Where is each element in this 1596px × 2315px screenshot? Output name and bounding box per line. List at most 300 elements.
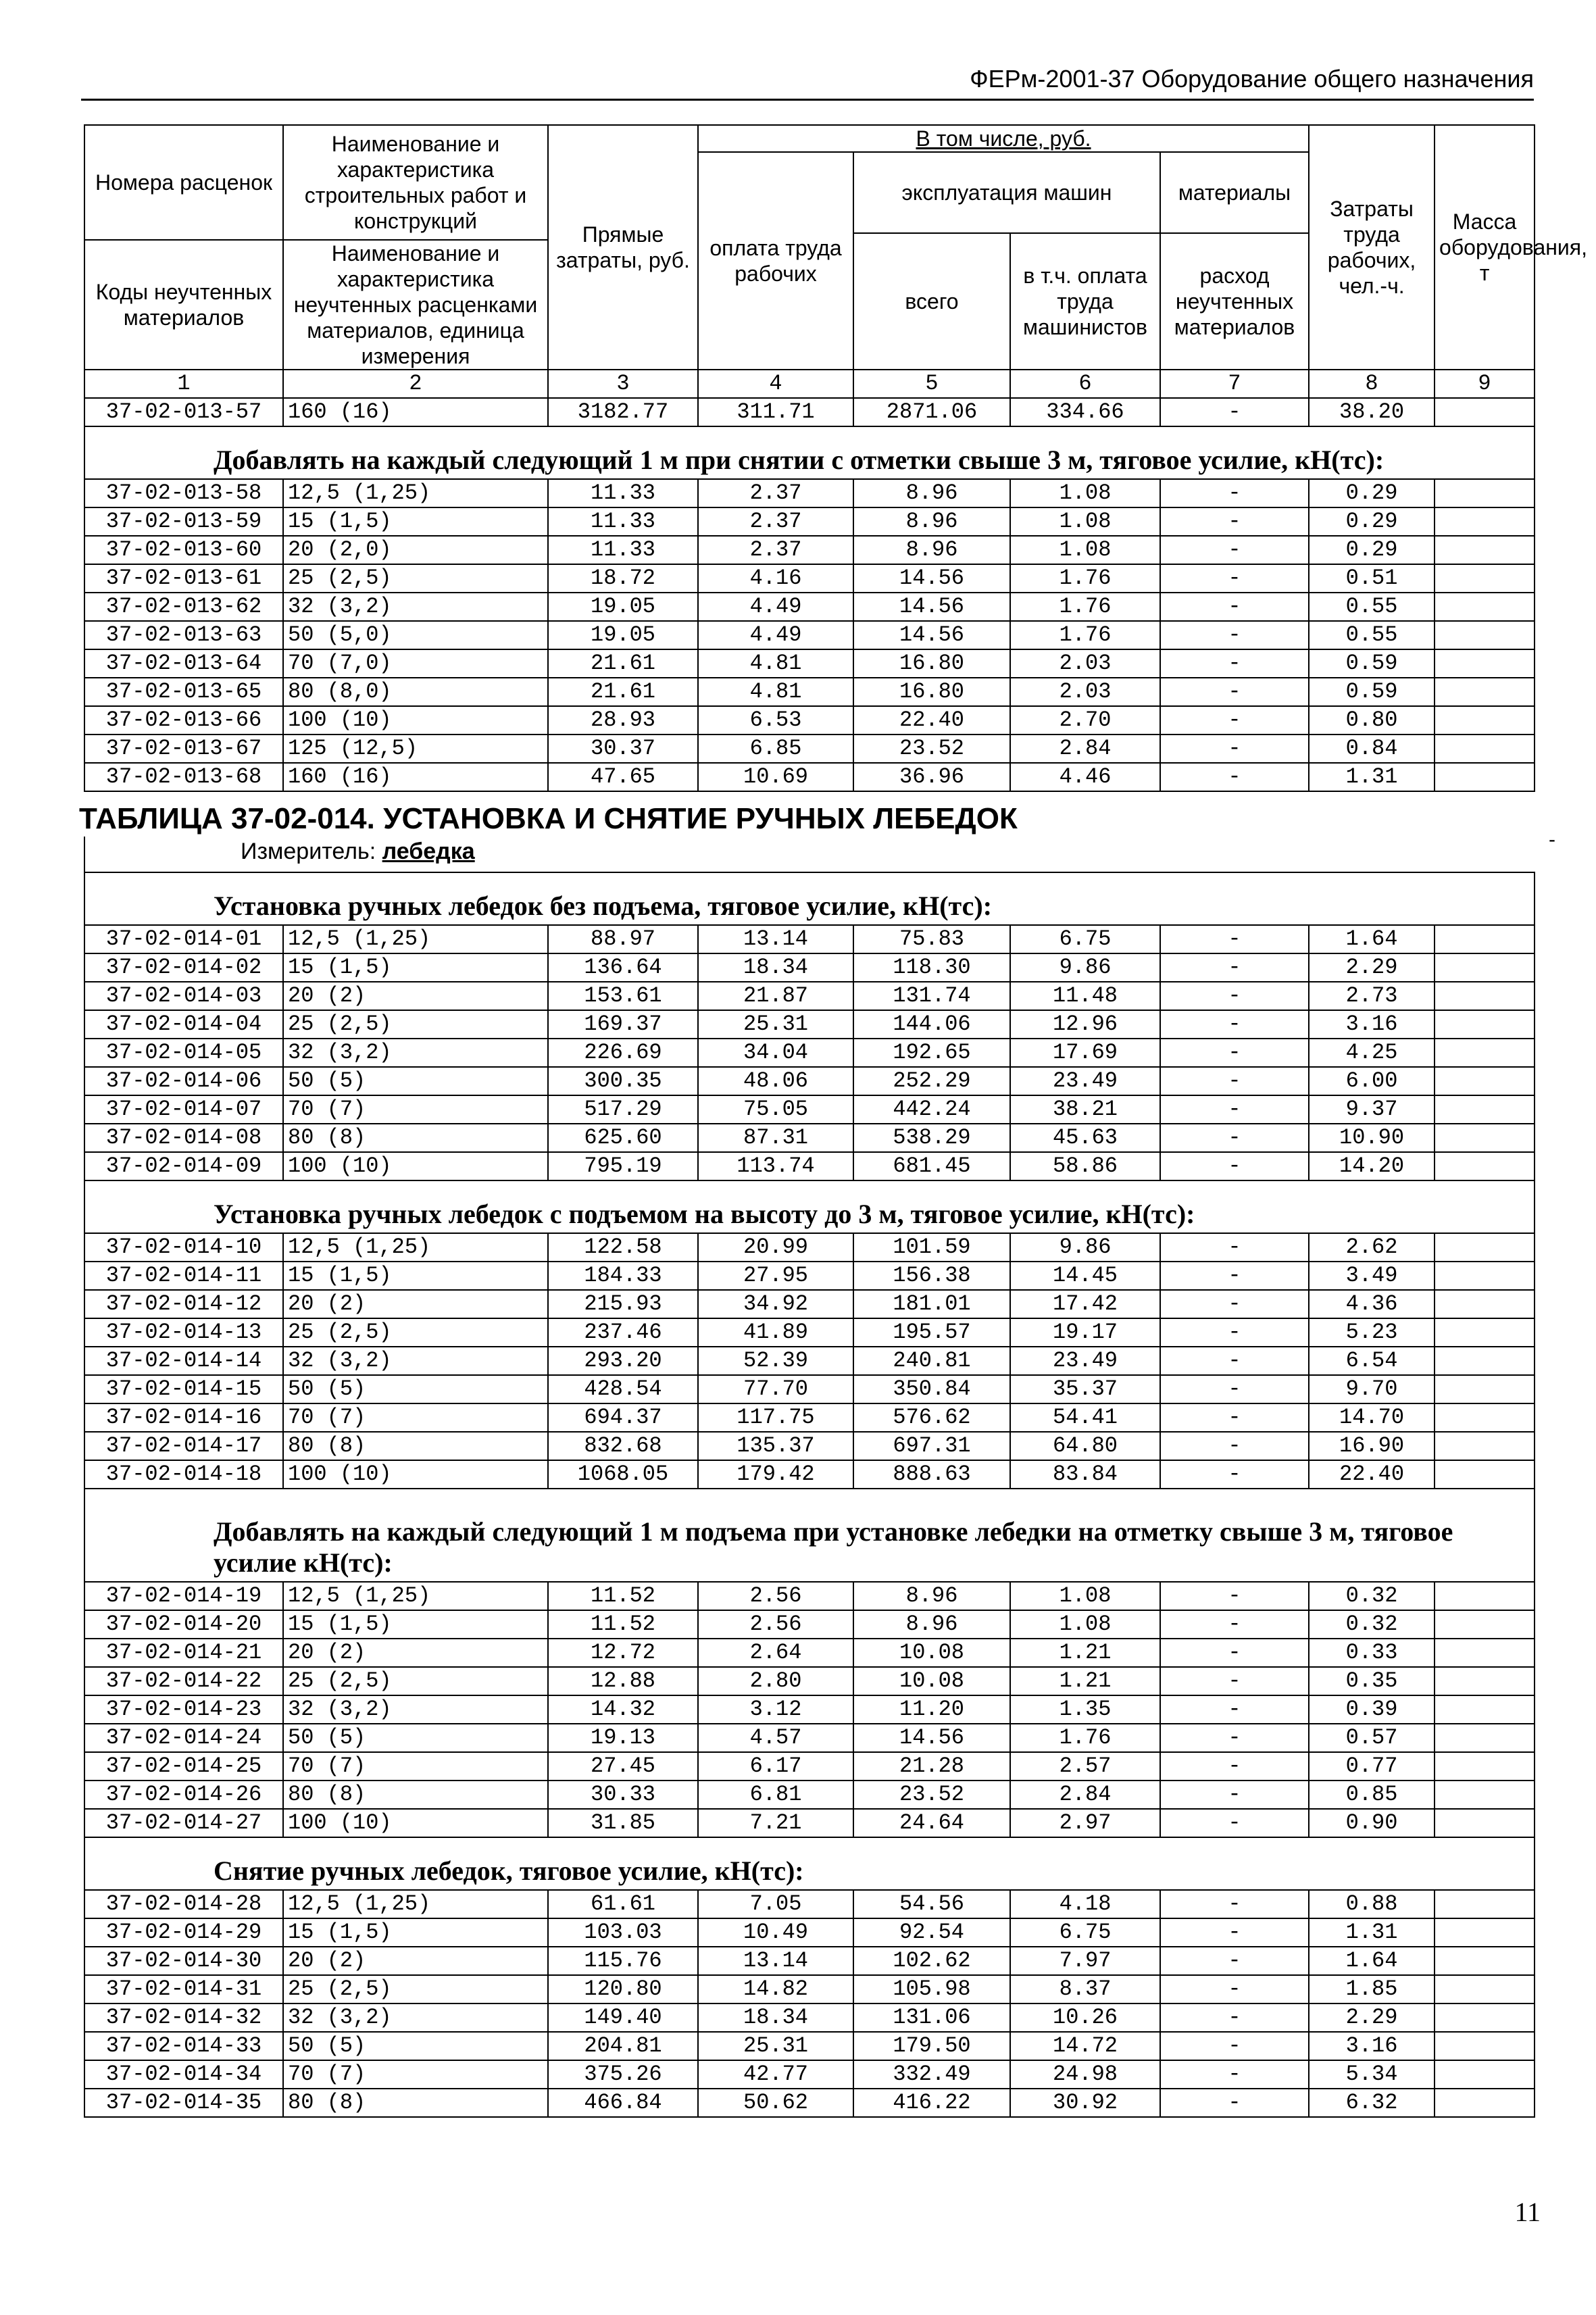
value-cell: 30.33 xyxy=(548,1781,698,1809)
value-cell: 13.14 xyxy=(698,1947,853,1975)
value-cell: 350.84 xyxy=(853,1375,1010,1403)
value-cell: 38.21 xyxy=(1010,1095,1160,1124)
table-header xyxy=(84,125,1587,398)
value-cell: 2.37 xyxy=(698,479,853,507)
value-cell: 0.80 xyxy=(1309,706,1435,735)
rate-code-cell: 37-02-014-03 xyxy=(84,982,283,1010)
value-cell xyxy=(1435,1752,1535,1781)
header-direct-costs: Прямые затраты, руб. xyxy=(548,125,698,370)
value-cell: 0.59 xyxy=(1309,678,1435,706)
value-cell: 21.28 xyxy=(853,1752,1010,1781)
table-row xyxy=(84,763,1535,791)
column-number: 3 xyxy=(548,370,698,398)
value-cell: 4.25 xyxy=(1309,1039,1435,1067)
value-cell: 795.19 xyxy=(548,1152,698,1180)
value-cell: 428.54 xyxy=(548,1375,698,1403)
value-cell: 30.37 xyxy=(548,735,698,763)
rate-name-cell: 15 (1,5) xyxy=(283,1610,548,1639)
table-row xyxy=(84,2003,1535,2032)
rate-code-cell: 37-02-014-20 xyxy=(84,1610,283,1639)
value-cell xyxy=(1435,507,1535,536)
rate-name-cell: 32 (3,2) xyxy=(283,2003,548,2032)
table-row xyxy=(84,2089,1535,2117)
section-title-row xyxy=(84,1837,1535,1890)
value-cell: - xyxy=(1160,1403,1309,1432)
value-cell: 6.81 xyxy=(698,1781,853,1809)
value-cell: 2.37 xyxy=(698,536,853,564)
header-machine-operation: эксплуатация машин xyxy=(853,152,1160,233)
table-row xyxy=(84,925,1535,953)
value-cell: - xyxy=(1160,1752,1309,1781)
value-cell: 4.57 xyxy=(698,1724,853,1752)
table-row xyxy=(84,479,1535,507)
value-cell: 11.33 xyxy=(548,507,698,536)
value-cell: 8.96 xyxy=(853,1582,1010,1610)
rate-name-cell: 12,5 (1,25) xyxy=(283,479,548,507)
value-cell: 2.97 xyxy=(1010,1809,1160,1837)
value-cell: 694.37 xyxy=(548,1403,698,1432)
value-cell: 34.04 xyxy=(698,1039,853,1067)
value-cell: 11.52 xyxy=(548,1610,698,1639)
rate-name-cell: 25 (2,5) xyxy=(283,1010,548,1039)
rate-name-cell: 160 (16) xyxy=(283,763,548,791)
rate-code-cell: 37-02-014-17 xyxy=(84,1432,283,1460)
value-cell: 18.72 xyxy=(548,564,698,593)
value-cell xyxy=(1435,1152,1535,1180)
value-cell: - xyxy=(1160,678,1309,706)
section-title: Установка ручных лебедок без подъема, тяговое усилие, кН(тс): xyxy=(84,872,1535,925)
value-cell: 12.88 xyxy=(548,1667,698,1695)
value-cell: 2.70 xyxy=(1010,706,1160,735)
table-row xyxy=(84,1918,1535,1947)
value-cell: - xyxy=(1160,1667,1309,1695)
value-cell: 38.20 xyxy=(1309,398,1435,426)
value-cell: 6.54 xyxy=(1309,1347,1435,1375)
section-title-row xyxy=(84,1489,1535,1582)
rate-code-cell: 37-02-014-06 xyxy=(84,1067,283,1095)
value-cell: 179.42 xyxy=(698,1460,853,1489)
value-cell: 0.84 xyxy=(1309,735,1435,763)
value-cell: 52.39 xyxy=(698,1347,853,1375)
value-cell: 135.37 xyxy=(698,1432,853,1460)
value-cell: 21.61 xyxy=(548,649,698,678)
value-cell: 122.58 xyxy=(548,1233,698,1262)
value-cell: - xyxy=(1160,1639,1309,1667)
value-cell xyxy=(1435,2060,1535,2089)
value-cell: 576.62 xyxy=(853,1403,1010,1432)
rate-name-cell: 32 (3,2) xyxy=(283,1695,548,1724)
value-cell xyxy=(1435,2089,1535,2117)
value-cell: 14.45 xyxy=(1010,1262,1160,1290)
value-cell: 0.85 xyxy=(1309,1781,1435,1809)
rate-name-cell: 125 (12,5) xyxy=(283,735,548,763)
value-cell: 77.70 xyxy=(698,1375,853,1403)
value-cell: 2.03 xyxy=(1010,649,1160,678)
value-cell xyxy=(1435,763,1535,791)
value-cell: 113.74 xyxy=(698,1152,853,1180)
value-cell: 9.70 xyxy=(1309,1375,1435,1403)
table-row xyxy=(84,1039,1535,1067)
value-cell: 21.61 xyxy=(548,678,698,706)
rate-name-cell: 20 (2) xyxy=(283,1639,548,1667)
value-cell: 11.52 xyxy=(548,1582,698,1610)
value-cell: 1.76 xyxy=(1010,564,1160,593)
table-row xyxy=(84,1947,1535,1975)
value-cell xyxy=(1435,1781,1535,1809)
value-cell: 19.05 xyxy=(548,593,698,621)
rate-code-cell: 37-02-013-57 xyxy=(84,398,283,426)
value-cell xyxy=(1435,536,1535,564)
rate-name-cell: 20 (2) xyxy=(283,982,548,1010)
value-cell: 0.39 xyxy=(1309,1695,1435,1724)
value-cell: 103.03 xyxy=(548,1918,698,1947)
rate-name-cell: 20 (2) xyxy=(283,1947,548,1975)
value-cell: - xyxy=(1160,1432,1309,1460)
value-cell xyxy=(1435,1403,1535,1432)
rate-name-cell: 25 (2,5) xyxy=(283,564,548,593)
value-cell: 20.99 xyxy=(698,1233,853,1262)
value-cell: 4.18 xyxy=(1010,1890,1160,1918)
value-cell: 23.49 xyxy=(1010,1347,1160,1375)
value-cell: 0.35 xyxy=(1309,1667,1435,1695)
rate-name-cell: 15 (1,5) xyxy=(283,1918,548,1947)
value-cell: 332.49 xyxy=(853,2060,1010,2089)
value-cell: 92.54 xyxy=(853,1918,1010,1947)
header-machine-total: всего xyxy=(853,233,1010,370)
rate-code-cell: 37-02-013-60 xyxy=(84,536,283,564)
value-cell: 1.76 xyxy=(1010,621,1160,649)
rate-code-cell: 37-02-014-05 xyxy=(84,1039,283,1067)
value-cell: 2.03 xyxy=(1010,678,1160,706)
value-cell: 0.51 xyxy=(1309,564,1435,593)
rate-name-cell: 50 (5) xyxy=(283,1067,548,1095)
table-row xyxy=(84,1124,1535,1152)
value-cell: - xyxy=(1160,1975,1309,2003)
header-material-name: Наименование и характеристика неучтенных расценками материалов, единица измерения xyxy=(283,240,548,370)
value-cell: 19.13 xyxy=(548,1724,698,1752)
value-cell: - xyxy=(1160,1318,1309,1347)
meter-row xyxy=(84,837,1535,872)
value-cell xyxy=(1435,1375,1535,1403)
value-cell: 131.06 xyxy=(853,2003,1010,2032)
table-row xyxy=(84,1809,1535,1837)
value-cell: 23.52 xyxy=(853,1781,1010,1809)
table-body xyxy=(79,398,1535,2117)
value-cell: 102.62 xyxy=(853,1947,1010,1975)
table-row xyxy=(84,1667,1535,1695)
value-cell xyxy=(1435,678,1535,706)
table-row xyxy=(84,2060,1535,2089)
value-cell xyxy=(1435,1947,1535,1975)
value-cell: 3.16 xyxy=(1309,1010,1435,1039)
value-cell: 17.69 xyxy=(1010,1039,1160,1067)
table-row xyxy=(84,1403,1535,1432)
value-cell: 156.38 xyxy=(853,1262,1010,1290)
value-cell: - xyxy=(1160,763,1309,791)
value-cell: 204.81 xyxy=(548,2032,698,2060)
value-cell xyxy=(1435,1809,1535,1837)
value-cell: 5.23 xyxy=(1309,1318,1435,1347)
rate-name-cell: 80 (8) xyxy=(283,2089,548,2117)
rate-name-cell: 12,5 (1,25) xyxy=(283,925,548,953)
column-number: 7 xyxy=(1160,370,1309,398)
table-row xyxy=(84,1067,1535,1095)
rates-table-container xyxy=(79,124,1587,2118)
value-cell: - xyxy=(1160,706,1309,735)
rate-code-cell: 37-02-014-18 xyxy=(84,1460,283,1489)
value-cell: - xyxy=(1160,1039,1309,1067)
value-cell: 8.96 xyxy=(853,507,1010,536)
value-cell xyxy=(1435,649,1535,678)
rate-code-cell: 37-02-014-35 xyxy=(84,2089,283,2117)
value-cell: 2.84 xyxy=(1010,1781,1160,1809)
value-cell: 1.08 xyxy=(1010,1610,1160,1639)
value-cell: 19.17 xyxy=(1010,1318,1160,1347)
value-cell: 181.01 xyxy=(853,1290,1010,1318)
value-cell: - xyxy=(1160,1010,1309,1039)
value-cell: 0.88 xyxy=(1309,1890,1435,1918)
value-cell: 2.37 xyxy=(698,507,853,536)
value-cell: 1.08 xyxy=(1010,536,1160,564)
rate-code-cell: 37-02-014-01 xyxy=(84,925,283,953)
value-cell: 4.49 xyxy=(698,593,853,621)
rate-code-cell: 37-02-014-14 xyxy=(84,1347,283,1375)
value-cell: 293.20 xyxy=(548,1347,698,1375)
rate-name-cell: 12,5 (1,25) xyxy=(283,1582,548,1610)
value-cell: - xyxy=(1160,1918,1309,1947)
running-header: ФЕРм-2001-37 Оборудование общего назначения xyxy=(970,65,1534,93)
value-cell xyxy=(1435,982,1535,1010)
header-materials: материалы xyxy=(1160,152,1309,233)
value-cell: 75.83 xyxy=(853,925,1010,953)
value-cell: 1.08 xyxy=(1010,507,1160,536)
value-cell: - xyxy=(1160,2060,1309,2089)
column-number: 6 xyxy=(1010,370,1160,398)
value-cell: 4.49 xyxy=(698,621,853,649)
value-cell: 0.55 xyxy=(1309,621,1435,649)
rate-code-cell: 37-02-014-08 xyxy=(84,1124,283,1152)
table-row xyxy=(84,1290,1535,1318)
value-cell: 169.37 xyxy=(548,1010,698,1039)
rate-name-cell: 32 (3,2) xyxy=(283,1039,548,1067)
value-cell: - xyxy=(1160,1582,1309,1610)
rate-code-cell: 37-02-013-62 xyxy=(84,593,283,621)
value-cell: 28.93 xyxy=(548,706,698,735)
rate-code-cell: 37-02-014-29 xyxy=(84,1918,283,1947)
value-cell: 120.80 xyxy=(548,1975,698,2003)
value-cell: - xyxy=(1160,593,1309,621)
value-cell: 517.29 xyxy=(548,1095,698,1124)
value-cell: 300.35 xyxy=(548,1067,698,1095)
value-cell: 179.50 xyxy=(853,2032,1010,2060)
value-cell xyxy=(1435,1067,1535,1095)
rate-code-cell: 37-02-014-19 xyxy=(84,1582,283,1610)
value-cell xyxy=(1435,1233,1535,1262)
section-title-row xyxy=(84,872,1535,925)
value-cell: 30.92 xyxy=(1010,2089,1160,2117)
column-number: 2 xyxy=(283,370,548,398)
section-title-row xyxy=(84,426,1535,479)
rate-code-cell: 37-02-014-34 xyxy=(84,2060,283,2089)
value-cell: 1.31 xyxy=(1309,763,1435,791)
rate-code-cell: 37-02-014-13 xyxy=(84,1318,283,1347)
value-cell xyxy=(1435,2032,1535,2060)
value-cell xyxy=(1435,1975,1535,2003)
value-cell: 1.64 xyxy=(1309,1947,1435,1975)
value-cell: 14.20 xyxy=(1309,1152,1435,1180)
value-cell: 42.77 xyxy=(698,2060,853,2089)
rate-name-cell: 50 (5,0) xyxy=(283,621,548,649)
value-cell: - xyxy=(1160,1781,1309,1809)
rate-name-cell: 25 (2,5) xyxy=(283,1318,548,1347)
value-cell: 195.57 xyxy=(853,1318,1010,1347)
table-row xyxy=(84,706,1535,735)
value-cell: - xyxy=(1160,1262,1309,1290)
header-material-codes: Коды неучтенных материалов xyxy=(84,240,283,370)
value-cell: - xyxy=(1160,2089,1309,2117)
value-cell: 466.84 xyxy=(548,2089,698,2117)
value-cell: 131.74 xyxy=(853,982,1010,1010)
value-cell: 0.55 xyxy=(1309,593,1435,621)
rate-code-cell: 37-02-014-21 xyxy=(84,1639,283,1667)
rate-code-cell: 37-02-014-11 xyxy=(84,1262,283,1290)
page-number: 11 xyxy=(1514,2197,1541,2227)
rate-name-cell: 50 (5) xyxy=(283,2032,548,2060)
rate-code-cell: 37-02-014-27 xyxy=(84,1809,283,1837)
value-cell: - xyxy=(1160,1460,1309,1489)
rate-code-cell: 37-02-014-12 xyxy=(84,1290,283,1318)
value-cell: 36.96 xyxy=(853,763,1010,791)
rate-name-cell: 50 (5) xyxy=(283,1375,548,1403)
value-cell: 6.32 xyxy=(1309,2089,1435,2117)
meter-value: лебедка xyxy=(382,839,475,864)
value-cell: 10.69 xyxy=(698,763,853,791)
value-cell: 64.80 xyxy=(1010,1432,1160,1460)
value-cell: 14.32 xyxy=(548,1695,698,1724)
value-cell: 334.66 xyxy=(1010,398,1160,426)
value-cell: 12.72 xyxy=(548,1639,698,1667)
value-cell: 10.26 xyxy=(1010,2003,1160,2032)
value-cell: 0.29 xyxy=(1309,507,1435,536)
rate-name-cell: 15 (1,5) xyxy=(283,1262,548,1290)
value-cell: 117.75 xyxy=(698,1403,853,1432)
value-cell xyxy=(1435,1262,1535,1290)
rate-code-cell: 37-02-014-23 xyxy=(84,1695,283,1724)
table-row xyxy=(84,649,1535,678)
value-cell: 11.48 xyxy=(1010,982,1160,1010)
value-cell: - xyxy=(1160,1695,1309,1724)
value-cell: 18.34 xyxy=(698,953,853,982)
value-cell: 1.21 xyxy=(1010,1667,1160,1695)
rate-name-cell: 80 (8) xyxy=(283,1124,548,1152)
value-cell: 101.59 xyxy=(853,1233,1010,1262)
rate-code-cell: 37-02-014-15 xyxy=(84,1375,283,1403)
value-cell: 0.33 xyxy=(1309,1639,1435,1667)
value-cell xyxy=(1435,1010,1535,1039)
rate-name-cell: 12,5 (1,25) xyxy=(283,1890,548,1918)
value-cell: 23.49 xyxy=(1010,1067,1160,1095)
column-number: 9 xyxy=(1435,370,1535,398)
value-cell: 17.42 xyxy=(1010,1290,1160,1318)
rate-code-cell: 37-02-013-64 xyxy=(84,649,283,678)
value-cell: 0.29 xyxy=(1309,536,1435,564)
rate-name-cell: 20 (2) xyxy=(283,1290,548,1318)
column-number: 4 xyxy=(698,370,853,398)
value-cell: - xyxy=(1160,1809,1309,1837)
table-row xyxy=(84,2032,1535,2060)
value-cell: 45.63 xyxy=(1010,1124,1160,1152)
table-row xyxy=(84,678,1535,706)
value-cell: 1.08 xyxy=(1010,1582,1160,1610)
value-cell: 4.81 xyxy=(698,649,853,678)
table-row xyxy=(84,1095,1535,1124)
value-cell: 1.76 xyxy=(1010,593,1160,621)
table-row xyxy=(84,1262,1535,1290)
value-cell: 416.22 xyxy=(853,2089,1010,2117)
value-cell: 5.34 xyxy=(1309,2060,1435,2089)
value-cell: 118.30 xyxy=(853,953,1010,982)
value-cell: 22.40 xyxy=(1309,1460,1435,1489)
table-row xyxy=(84,1233,1535,1262)
table-row xyxy=(84,1695,1535,1724)
value-cell xyxy=(1435,1460,1535,1489)
value-cell: 31.85 xyxy=(548,1809,698,1837)
table-row xyxy=(84,621,1535,649)
value-cell: 0.32 xyxy=(1309,1610,1435,1639)
value-cell: - xyxy=(1160,735,1309,763)
rate-name-cell: 70 (7) xyxy=(283,1403,548,1432)
value-cell: 54.41 xyxy=(1010,1403,1160,1432)
value-cell: 3.12 xyxy=(698,1695,853,1724)
table-row xyxy=(84,1752,1535,1781)
rate-code-cell: 37-02-014-22 xyxy=(84,1667,283,1695)
rate-code-cell: 37-02-014-02 xyxy=(84,953,283,982)
value-cell: 1.85 xyxy=(1309,1975,1435,2003)
rate-name-cell: 100 (10) xyxy=(283,1460,548,1489)
value-cell: 6.00 xyxy=(1309,1067,1435,1095)
rate-code-cell: 37-02-014-09 xyxy=(84,1152,283,1180)
value-cell: 0.59 xyxy=(1309,649,1435,678)
value-cell: 144.06 xyxy=(853,1010,1010,1039)
value-cell: 0.32 xyxy=(1309,1582,1435,1610)
table-row xyxy=(84,1890,1535,1918)
value-cell xyxy=(1435,1347,1535,1375)
rate-code-cell: 37-02-013-61 xyxy=(84,564,283,593)
header-worker-pay: оплата труда рабочих xyxy=(698,152,853,370)
rate-code-cell: 37-02-014-04 xyxy=(84,1010,283,1039)
value-cell: - xyxy=(1160,507,1309,536)
value-cell: 9.86 xyxy=(1010,953,1160,982)
rate-name-cell: 160 (16) xyxy=(283,398,548,426)
value-cell: 1.64 xyxy=(1309,925,1435,953)
value-cell: 48.06 xyxy=(698,1067,853,1095)
value-cell: 153.61 xyxy=(548,982,698,1010)
value-cell: 252.29 xyxy=(853,1067,1010,1095)
value-cell: 12.96 xyxy=(1010,1010,1160,1039)
value-cell xyxy=(1435,925,1535,953)
value-cell: 16.80 xyxy=(853,649,1010,678)
value-cell: 61.61 xyxy=(548,1890,698,1918)
rate-name-cell: 25 (2,5) xyxy=(283,1975,548,2003)
value-cell xyxy=(1435,1639,1535,1667)
value-cell: 625.60 xyxy=(548,1124,698,1152)
value-cell: 14.82 xyxy=(698,1975,853,2003)
column-number: 5 xyxy=(853,370,1010,398)
value-cell: 832.68 xyxy=(548,1432,698,1460)
value-cell: 14.56 xyxy=(853,1724,1010,1752)
value-cell: 2.56 xyxy=(698,1610,853,1639)
value-cell: 6.17 xyxy=(698,1752,853,1781)
